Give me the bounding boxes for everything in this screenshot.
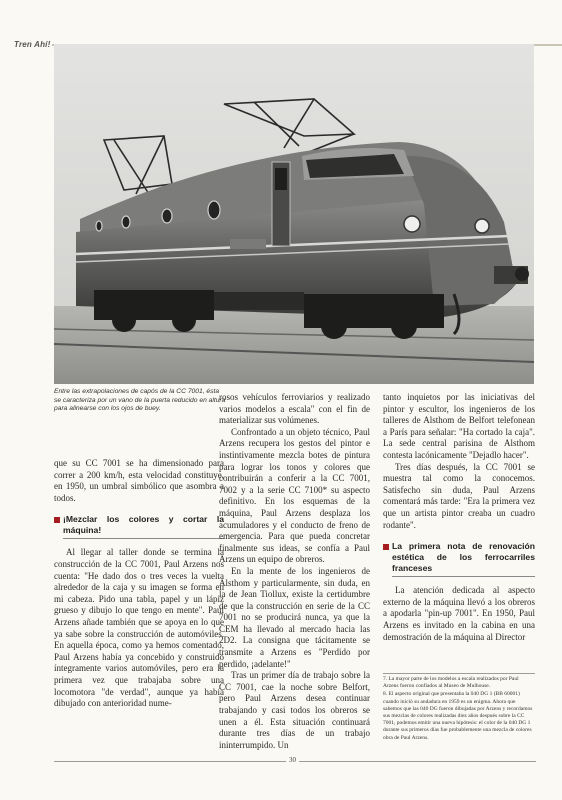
paragraph: tanto inquietos por las iniciativas del pintor y escultor, los ingenieros de los talleres de Alsthom de Belfort telefonean a París para señalar: "Ha cortado la caja". La sede central parisina de Alsthom contesta lacónicamente "Dejadlo hacer". <box>383 392 535 460</box>
heading-bullet-icon <box>383 544 389 550</box>
section-heading: ¡Mezclar los colores y cortar la máquina! <box>54 514 224 539</box>
photo-caption: Entre las extrapolaciones de capós de la CC 7001, ésta se caracteriza por un vano de la puerta reducido en altura para alinearse con los ojos de buey. <box>54 388 226 413</box>
column-3 <box>383 392 535 643</box>
footnote: 8. El aspecto original que presentaba la 040 DG 1 (BB 60001) cuando inició su andadura en 1959 es un enigma. Ahora que sabemos que las 040 DG fueron dibujadas por Arzens y recordamos sus mezclas de colores realizadas diez años después sobre la CC 7001, podemos emitir una nueva hipótesis: el color de la 040 DG 1 durante sus primeros días fue probablemente una mezcla de colores obra de Paul Arzens. <box>383 691 533 741</box>
paragraph: La atención dedicada al aspecto externo de la máquina llevó a los obreros a apodarla "pin-up 7001". En 1950, Paul Arzens es invitado en la cabina en una demostración de la máquina al Director <box>383 585 535 642</box>
paragraph: Al llegar al taller donde se termina la construcción de la CC 7001, Paul Arzens nos cuenta: "He dado dos o tres veces la vuelta alrededor de la caja y su imagen se forma en mi cabeza. Pido una tabla, papel y un lápiz grueso y dibujo lo que tengo en mente". Paul Arzens añade también que se apoya en lo que ya sabe sobre la construcción de automóviles. En aquella época, como ya hemos comentado, Paul Arzens había ya concebido y construido íntegramente varios automóviles, pero era la primera vez que trabajaba sobre una locomotora "de verdad", aunque ya había dibujado con anterioridad nume- <box>54 547 224 709</box>
paragraph: rosos vehículos ferroviarios y realizado varios modelos a escala" con el fin de materializar sus volúmenes. <box>219 392 370 426</box>
paragraph: Tras un primer día de trabajo sobre la CC 7001, cae la noche sobre Belfort, pero Paul Arzens desea continuar trabajando y casi todos los obreros se unen a él. Esta situación continuará durante tres días de un trabajo ininterrumpido. Un <box>219 670 370 750</box>
paragraph: Tres días después, la CC 7001 se muestra tal como la conocemos. Satisfecho sin duda, Paul Arzens comentará más tarde: "Era la primera vez que un artista pintor creaba un cuadro rodante". <box>383 461 535 530</box>
paragraph: Confrontado a un objeto técnico, Paul Arzens recupera los gestos del pintor e instintivamente mezcla botes de pintura para lograr los tonos y colores que contribuirán a conferir a la CC 7001, 7002 y a la serie CC 7100* su aspecto definitivo. En los esquemas de la máquina, Paul Arzens desplaza los acumuladores y el conducto de freno de emergencia. Para que pueda concretar finalmente sus ideas, se confía a Paul Arzens un equipo de obreros. <box>219 426 370 565</box>
footnotes <box>383 673 535 743</box>
paragraph: que su CC 7001 se ha dimensionado para correr a 200 km/h, esta velocidad constituye, en 1950, un umbral simbólico que asombra a todos. <box>54 458 224 503</box>
paragraph: En la mente de los ingenieros de Alsthom y particularmente, sin duda, en la de Jean Tiollux, existe la certidumbre de que la construcción en serie de la CC 7001 no se producirá nunca, ya que la CEM ha llevado al mercado hacia las 2D2. La consigna que tácitamente se transmite a Arzens es "Perdido por perdido, ¡adelante!" <box>219 565 370 669</box>
page-number: 30 <box>286 756 299 764</box>
section-heading: La primera nota de renovación estética de los ferrocarriles franceses <box>383 541 535 577</box>
magazine-logo: Tren Ahí! <box>14 40 51 49</box>
heading-bullet-icon <box>54 517 60 523</box>
locomotive-photo <box>54 44 534 384</box>
column-1 <box>54 458 224 710</box>
column-2 <box>219 392 370 751</box>
footnote: 7. La mayor parte de los modelos a escala realizados por Paul Arzens fueron confiados al Museo de Mulhouse. <box>383 676 519 690</box>
